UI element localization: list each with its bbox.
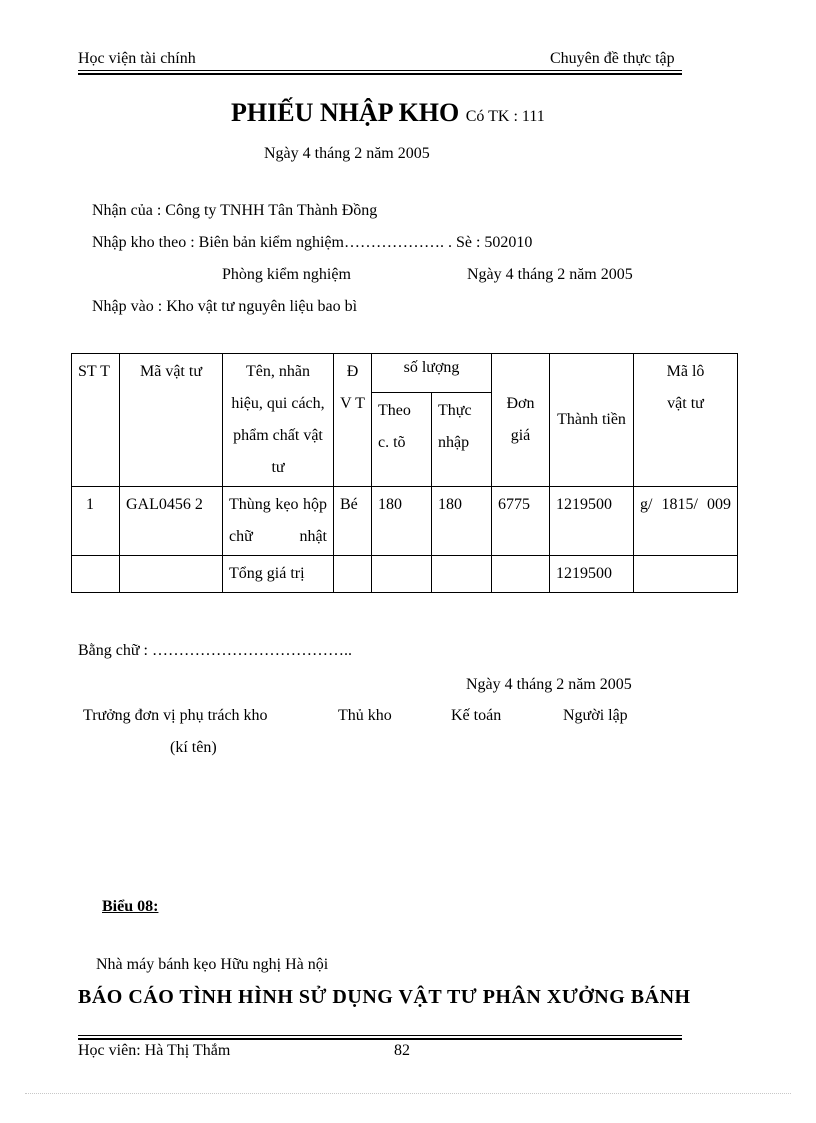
page-bottom-divider [25, 1093, 791, 1094]
cell-name [223, 487, 334, 556]
cell-code: GAL0456 2 [120, 487, 223, 556]
title-main: PHIẾU NHẬP KHO [231, 98, 460, 127]
cell-amount: 1219500 [550, 487, 634, 556]
signature-accountant: Kế toán [451, 707, 502, 724]
import-into: Nhập vào : Kho vật tư nguyên liệu bao bì [92, 298, 358, 315]
table-total-row [72, 556, 738, 593]
received-from: Nhận của : Công ty TNHH Tân Thành Đồng [92, 202, 378, 219]
total-empty-3 [334, 556, 372, 593]
header-qty-doc: Theo c. tõ [372, 393, 432, 487]
factory-name: Nhà máy bánh kẹo Hữu nghị Hà nội [96, 956, 329, 973]
title-account: Có TK : 111 [465, 108, 545, 125]
page-title [231, 98, 545, 128]
header-right: Chuyên đề thực tập [550, 50, 675, 67]
signature-preparer: Người lập [563, 707, 628, 724]
signature-keeper: Thủ kho [338, 707, 392, 724]
signature-date: Ngày 4 tháng 2 năm 2005 [466, 676, 632, 693]
footer-rule [78, 1035, 682, 1040]
total-empty-1 [72, 556, 120, 593]
cell-qty-actual: 180 [432, 487, 492, 556]
total-empty-7 [634, 556, 738, 593]
signature-head: Trưởng đơn vị phụ trách kho [83, 707, 268, 724]
header-amount: Thành tiền [550, 354, 634, 487]
footer-page-number: 82 [394, 1042, 410, 1059]
header-quantity: số lượng [372, 354, 492, 393]
header-qty-actual: Thực nhập [432, 393, 492, 487]
in-words: Bằng chữ : ……………………………….. [78, 642, 352, 659]
footer-student: Học viên: Hà Thị Thắm [78, 1042, 231, 1059]
total-empty-6 [492, 556, 550, 593]
total-empty-2 [120, 556, 223, 593]
title-date: Ngày 4 tháng 2 năm 2005 [264, 145, 430, 162]
total-amount: 1219500 [550, 556, 634, 593]
department: Phòng kiểm nghiệm [222, 266, 351, 283]
report-title: BÁO CÁO TÌNH HÌNH SỬ DỤNG VẬT TƯ PHÂN XƯỞNG BÁNH [78, 986, 691, 1008]
header-price: Đơn giá [492, 354, 550, 487]
table-header-row [72, 354, 738, 393]
cell-name-text: Thùng kẹo hộp chữ nhật [229, 496, 327, 545]
signature-head-note: (kí tên) [170, 739, 217, 756]
cell-unit: Bé [334, 487, 372, 556]
appendix-label: Biểu 08: [102, 898, 159, 915]
header-stt: ST T [72, 354, 120, 487]
department-date: Ngày 4 tháng 2 năm 2005 [467, 266, 633, 283]
header-rule [78, 70, 682, 75]
cell-lot [634, 487, 738, 556]
cell-stt: 1 [72, 487, 120, 556]
total-empty-4 [372, 556, 432, 593]
header-unit: Đ V T [334, 354, 372, 487]
import-basis: Nhập kho theo : Biên bản kiểm nghiệm………………. . Sè : 502010 [92, 234, 533, 251]
header-code: Mã vật tư [120, 354, 223, 487]
cell-qty-doc: 180 [372, 487, 432, 556]
goods-receipt-table [71, 353, 738, 593]
cell-lot-text: g/ 1815/ 009 [640, 496, 731, 513]
header-lot: Mã lô vật tư [634, 354, 738, 487]
header-name: Tên, nhãn hiệu, qui cách, phẩm chất vật tư [223, 354, 334, 487]
total-label: Tổng giá trị [223, 556, 334, 593]
table-row [72, 487, 738, 556]
total-empty-5 [432, 556, 492, 593]
cell-price: 6775 [492, 487, 550, 556]
header-left: Học viện tài chính [78, 50, 196, 67]
